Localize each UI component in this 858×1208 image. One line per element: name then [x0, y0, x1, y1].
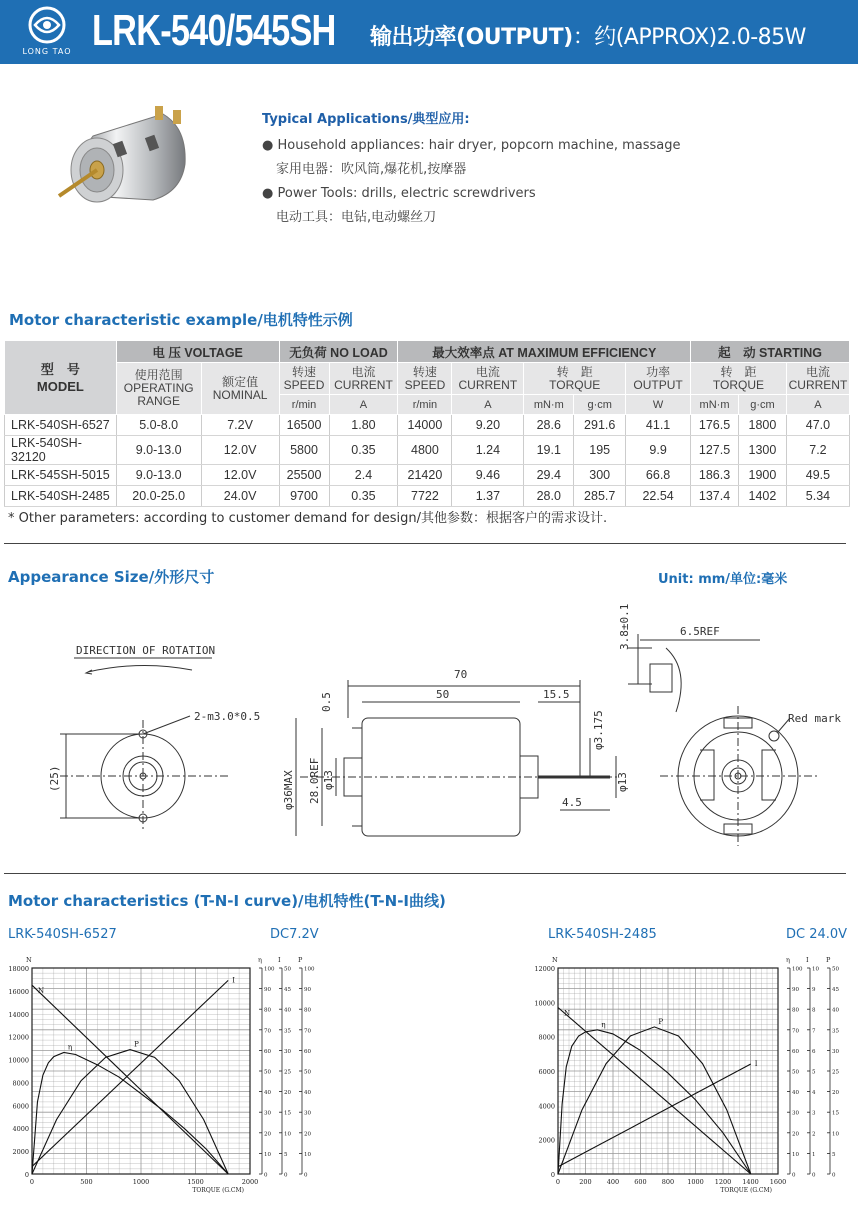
- maxeff-header: 最大效率点 AT MAXIMUM EFFICIENCY: [398, 341, 691, 363]
- appearance-title: Appearance Size/外形尺寸: [8, 568, 215, 586]
- x-tick-label: 400: [606, 1178, 620, 1186]
- tni-chart-2485: [520, 952, 856, 1202]
- value-cell: 2.4: [329, 465, 398, 486]
- d13a-label: φ13: [322, 770, 335, 790]
- d13b-label: φ13: [616, 772, 629, 792]
- right-tick-label: 10: [812, 966, 819, 973]
- series-label: η: [67, 1043, 73, 1052]
- application-cn: 电动工具：电钻,电动螺丝刀: [276, 210, 437, 225]
- right-tick-label: 5: [284, 1151, 288, 1158]
- value-cell: 28.0: [524, 486, 574, 507]
- unit-cell: A: [786, 395, 849, 415]
- value-cell: 300: [574, 465, 626, 486]
- end-view-left: [60, 658, 230, 832]
- unit-cell: r/min: [398, 395, 452, 415]
- value-cell: 4800: [398, 436, 452, 465]
- dimension-drawing: [0, 600, 858, 855]
- value-cell: 186.3: [691, 465, 739, 486]
- right-tick-label: 40: [304, 1090, 311, 1097]
- torque-header: [691, 363, 787, 395]
- right-tick-label: 30: [304, 1110, 311, 1117]
- end-view-right: [660, 706, 818, 846]
- value-cell: 7722: [398, 486, 452, 507]
- model-header-en: MODEL: [36, 378, 84, 394]
- right-tick-label: 45: [284, 987, 291, 994]
- right-tick-label: 50: [264, 1069, 271, 1076]
- series-label: N: [564, 1009, 571, 1018]
- unit-cell: r/min: [279, 395, 329, 415]
- right-tick-label: 70: [264, 1028, 271, 1035]
- right-tick-label: 50: [284, 966, 291, 973]
- unit-cell: W: [626, 395, 691, 415]
- y-tick-label: 4000: [538, 1102, 555, 1111]
- application-en: Power Tools: drills, electric screwdrivers: [277, 186, 536, 201]
- d36-label: φ36MAX: [282, 770, 295, 810]
- value-cell: 285.7: [574, 486, 626, 507]
- value-cell: 9700: [279, 486, 329, 507]
- right-tick-label: 40: [284, 1007, 291, 1014]
- current-en: CURRENT: [334, 377, 393, 392]
- value-cell: 22.54: [626, 486, 691, 507]
- y-tick-label: 8000: [12, 1079, 29, 1088]
- output-en: OUTPUT: [633, 377, 683, 392]
- x-tick-label: 2000: [241, 1178, 259, 1186]
- value-cell: 20.0-25.0: [116, 486, 201, 507]
- right-tick-label: 8: [812, 1007, 816, 1014]
- divider: [4, 873, 846, 874]
- right-tick-label: 60: [792, 1048, 799, 1055]
- output-cn: 输出功率: [370, 25, 457, 50]
- value-cell: 16500: [279, 415, 329, 436]
- y-tick-label: 0: [550, 1171, 555, 1179]
- right-axis-label: η: [258, 956, 262, 964]
- x-tick-label: 800: [661, 1178, 675, 1186]
- current-en: CURRENT: [458, 377, 518, 392]
- x-tick-label: 600: [634, 1178, 647, 1186]
- x-tick-label: 500: [80, 1178, 93, 1186]
- right-tick-label: 30: [832, 1048, 839, 1055]
- right-axis-label: η: [786, 956, 790, 964]
- right-tick-label: 25: [284, 1069, 291, 1076]
- series-label: I: [754, 1059, 758, 1068]
- value-cell: 5.34: [786, 486, 849, 507]
- current-cn: 电流: [805, 364, 830, 379]
- y-tick-label: 10000: [8, 1056, 29, 1065]
- value-cell: 291.6: [574, 415, 626, 436]
- unit-cell: g·cm: [738, 395, 786, 415]
- speed-cn: 转速: [292, 364, 317, 379]
- right-tick-label: 20: [264, 1131, 271, 1138]
- op-range-cn: 使用范围: [134, 368, 183, 382]
- op-range-en2: RANGE: [137, 394, 181, 408]
- torque-cn: 转 距: [720, 364, 757, 379]
- y-tick-label: 2000: [538, 1136, 555, 1145]
- value-cell: 12.0V: [201, 436, 279, 465]
- series-label: P: [658, 1017, 664, 1026]
- right-tick-label: 5: [832, 1151, 836, 1158]
- value-cell: 176.5: [691, 415, 739, 436]
- right-tick-label: 20: [832, 1090, 839, 1097]
- current-header: [786, 363, 849, 395]
- right-tick-label: 60: [264, 1048, 271, 1055]
- right-tick-label: 50: [304, 1069, 311, 1076]
- value-cell: 1900: [738, 465, 786, 486]
- value-cell: 49.5: [786, 465, 849, 486]
- current-cn: 电流: [351, 364, 376, 379]
- applications-title: Typical Applications/典型应用:: [262, 112, 470, 127]
- current-header: [329, 363, 398, 395]
- current-header: [452, 363, 524, 395]
- right-tick-label: 1: [812, 1151, 816, 1158]
- right-tick-label: 100: [792, 966, 803, 973]
- right-tick-label: 10: [792, 1151, 799, 1158]
- series-I-line: [558, 1064, 751, 1167]
- right-tick-label: 45: [832, 987, 839, 994]
- right-tick-label: 0: [264, 1172, 268, 1179]
- right-tick-label: 35: [284, 1028, 291, 1035]
- right-tick-label: 40: [264, 1090, 271, 1097]
- x-axis-label: TORQUE (G.CM): [720, 1187, 772, 1194]
- curve2-voltage: DC 24.0V: [786, 927, 848, 942]
- curve1-voltage: DC7.2V: [270, 927, 319, 942]
- unit-cell: mN·m: [691, 395, 739, 415]
- value-cell: 127.5: [691, 436, 739, 465]
- right-tick-label: 40: [832, 1007, 839, 1014]
- right-tick-label: 0: [792, 1172, 796, 1179]
- right-tick-label: 10: [284, 1131, 291, 1138]
- value-cell: 7.2: [786, 436, 849, 465]
- right-tick-label: 50: [792, 1069, 799, 1076]
- nominal-en: NOMINAL: [212, 387, 268, 402]
- right-tick-label: 35: [832, 1028, 839, 1035]
- right-tick-label: 3: [812, 1110, 816, 1117]
- d25-label: (25): [48, 765, 61, 792]
- nominal-header: [201, 363, 279, 415]
- right-tick-label: 0: [832, 1172, 836, 1179]
- value-cell: 66.8: [626, 465, 691, 486]
- right-tick-label: 20: [304, 1131, 311, 1138]
- right-tick-label: 80: [792, 1007, 799, 1014]
- terminal-detail: [628, 634, 760, 712]
- series-label: η: [601, 1020, 606, 1029]
- spec-table-body: [5, 415, 850, 507]
- table-row: [5, 465, 850, 486]
- right-tick-label: 20: [792, 1131, 799, 1138]
- x-tick-label: 1400: [742, 1178, 759, 1186]
- right-tick-label: 10: [264, 1151, 271, 1158]
- right-tick-label: 50: [832, 966, 839, 973]
- value-cell: 41.1: [626, 415, 691, 436]
- x-tick-label: 1500: [187, 1178, 204, 1186]
- value-cell: 0.35: [329, 486, 398, 507]
- holes-label: 2-m3.0*0.5: [194, 710, 261, 723]
- application-item: ● Power Tools: drills, electric screwdrivers: [262, 186, 536, 201]
- value-cell: 25500: [279, 465, 329, 486]
- value-cell: 9.20: [452, 415, 524, 436]
- value-cell: 9.46: [452, 465, 524, 486]
- right-tick-label: 4: [812, 1090, 816, 1097]
- speed-cn: 转速: [412, 364, 437, 379]
- model-cell: LRK-545SH-5015: [5, 465, 117, 486]
- unit-cell: A: [329, 395, 398, 415]
- y-tick-label: 4000: [12, 1125, 29, 1134]
- series-label: N: [38, 987, 45, 996]
- value-cell: 47.0: [786, 415, 849, 436]
- y-tick-label: 12000: [534, 965, 555, 973]
- value-cell: 5.0-8.0: [116, 415, 201, 436]
- model-title: LRK-540/545SH: [92, 6, 336, 55]
- value-cell: 21420: [398, 465, 452, 486]
- right-tick-label: 40: [792, 1090, 799, 1097]
- y-tick-label: 6000: [538, 1068, 555, 1076]
- d3175-label: φ3.175: [592, 710, 605, 750]
- value-cell: 29.4: [524, 465, 574, 486]
- divider: [4, 543, 846, 544]
- right-tick-label: 100: [304, 966, 315, 973]
- right-tick-label: 70: [792, 1028, 799, 1035]
- right-axis-label: P: [826, 956, 831, 964]
- value-cell: 1300: [738, 436, 786, 465]
- right-tick-label: 6: [812, 1048, 816, 1055]
- right-tick-label: 20: [284, 1090, 291, 1097]
- y-tick-label: 0: [24, 1171, 29, 1179]
- y-tick-label: 10000: [534, 999, 555, 1008]
- value-cell: 195: [574, 436, 626, 465]
- right-tick-label: 80: [304, 1007, 311, 1014]
- right-tick-label: 15: [832, 1110, 839, 1117]
- series-label: P: [134, 1040, 139, 1049]
- right-axis-label: P: [298, 956, 303, 964]
- rotation-label: DIRECTION OF ROTATION: [76, 644, 216, 657]
- d05-label: 0.5: [320, 692, 333, 712]
- torque-header: [524, 363, 626, 395]
- curve2-model: LRK-540SH-2485: [548, 927, 657, 942]
- value-cell: 28.6: [524, 415, 574, 436]
- value-cell: 1.24: [452, 436, 524, 465]
- tni-chart-6527: [0, 952, 330, 1202]
- value-cell: 12.0V: [201, 465, 279, 486]
- model-header-cn: 型 号: [40, 361, 80, 377]
- right-tick-label: 0: [812, 1172, 816, 1179]
- right-axis-label: I: [278, 956, 281, 964]
- value-cell: 14000: [398, 415, 452, 436]
- value-cell: 1.80: [329, 415, 398, 436]
- red-mark-label: Red mark: [788, 712, 841, 725]
- x-tick-label: 1600: [769, 1178, 787, 1186]
- right-tick-label: 10: [304, 1151, 311, 1158]
- brand-name: LONG TAO: [22, 47, 72, 56]
- value-cell: 9.0-13.0: [116, 436, 201, 465]
- speed-en: SPEED: [404, 377, 446, 392]
- brand-logo: [12, 5, 82, 61]
- value-cell: 9.9: [626, 436, 691, 465]
- unit-cell: mN·m: [524, 395, 574, 415]
- nominal-cn: 额定值: [222, 374, 259, 389]
- value-cell: 137.4: [691, 486, 739, 507]
- right-tick-label: 70: [304, 1028, 311, 1035]
- header-banner: [0, 0, 858, 64]
- torque-cn: 转 距: [556, 364, 593, 379]
- torque-en: TORQUE: [712, 377, 765, 392]
- right-tick-label: 7: [812, 1028, 816, 1035]
- unit-cell: A: [452, 395, 524, 415]
- output-range: ：约(APPROX)2.0-85W: [572, 25, 806, 50]
- right-tick-label: 25: [832, 1069, 839, 1076]
- logo-icon: [25, 5, 69, 45]
- right-tick-label: 9: [812, 987, 816, 994]
- right-tick-label: 30: [792, 1110, 799, 1117]
- unit-cell: g·cm: [574, 395, 626, 415]
- right-tick-label: 5: [812, 1069, 816, 1076]
- y-tick-label: 14000: [8, 1010, 29, 1019]
- value-cell: 7.2V: [201, 415, 279, 436]
- starting-header: 起 动 STARTING: [691, 341, 850, 363]
- y-tick-label: 8000: [538, 1033, 555, 1042]
- torque-en: TORQUE: [549, 377, 601, 392]
- table-row: [5, 436, 850, 465]
- speed-header: [279, 363, 329, 395]
- series-label: I: [232, 976, 235, 985]
- right-tick-label: 90: [304, 987, 311, 994]
- value-cell: 5800: [279, 436, 329, 465]
- op-range-header: [116, 363, 201, 415]
- series-N-line: [558, 1007, 751, 1174]
- model-cell: LRK-540SH-6527: [5, 415, 117, 436]
- application-cn: 家用电器：吹风筒,爆花机,按摩器: [276, 162, 467, 177]
- right-tick-label: 60: [304, 1048, 311, 1055]
- unit-label: Unit: mm/单位:毫米: [658, 572, 788, 587]
- model-header: [5, 341, 117, 415]
- x-axis-label: TORQUE (G.CM): [192, 1187, 244, 1194]
- value-cell: 24.0V: [201, 486, 279, 507]
- current-en: CURRENT: [788, 377, 848, 392]
- right-tick-label: 30: [264, 1110, 271, 1117]
- output-en: (OUTPUT): [456, 25, 573, 50]
- y-tick-label: 6000: [12, 1102, 29, 1111]
- y-tick-label: 2000: [12, 1148, 29, 1157]
- right-tick-label: 2: [812, 1131, 816, 1138]
- value-cell: 0.35: [329, 436, 398, 465]
- right-tick-label: 30: [284, 1048, 291, 1055]
- len155-label: 15.5: [543, 688, 570, 701]
- value-cell: 1800: [738, 415, 786, 436]
- d45-label: 4.5: [562, 796, 582, 809]
- d38-label: 3.8±0.1: [618, 603, 631, 650]
- x-tick-label: 1000: [132, 1178, 150, 1186]
- d28-label: 28.0REF: [308, 757, 321, 804]
- right-axis-label: I: [806, 956, 809, 964]
- right-tick-label: 0: [284, 1172, 288, 1179]
- output-cn: 功率: [646, 364, 671, 379]
- application-item: ● Household appliances: hair dryer, popcorn machine, massage: [262, 138, 681, 153]
- value-cell: 19.1: [524, 436, 574, 465]
- curve1-model: LRK-540SH-6527: [8, 927, 117, 942]
- y-tick-label: 16000: [8, 987, 29, 996]
- y-axis-label: N: [26, 956, 32, 964]
- op-range-en1: OPERATING: [123, 381, 194, 395]
- len70-label: 70: [454, 668, 468, 681]
- application-en: Household appliances: hair dryer, popcorn machine, massage: [277, 138, 681, 153]
- right-tick-label: 90: [264, 987, 271, 994]
- right-tick-label: 10: [832, 1131, 839, 1138]
- speed-header: [398, 363, 452, 395]
- characteristic-title: Motor characteristic example/电机特性示例: [9, 311, 353, 329]
- x-tick-label: 0: [29, 1178, 35, 1186]
- ref65-label: 6.5REF: [680, 625, 720, 638]
- spec-table: [4, 340, 850, 507]
- typical-applications: [262, 108, 681, 230]
- side-view: [296, 680, 620, 836]
- output-power: [370, 20, 806, 51]
- y-tick-label: 18000: [8, 965, 29, 973]
- curves-title: Motor characteristics (T-N-I curve)/电机特性(T-N-I曲线): [8, 892, 446, 910]
- right-tick-label: 80: [264, 1007, 271, 1014]
- right-tick-label: 100: [264, 966, 275, 973]
- output-header: [626, 363, 691, 395]
- model-cell: LRK-540SH-2485: [5, 486, 117, 507]
- table-row: [5, 486, 850, 507]
- x-tick-label: 0: [555, 1178, 561, 1186]
- table-note: * Other parameters: according to customer demand for design/其他参数：根据客户的需求设计.: [8, 511, 608, 526]
- model-cell: LRK-540SH-32120: [5, 436, 117, 465]
- x-tick-label: 1200: [714, 1178, 732, 1186]
- value-cell: 1402: [738, 486, 786, 507]
- right-tick-label: 0: [304, 1172, 308, 1179]
- speed-en: SPEED: [283, 377, 325, 392]
- value-cell: 9.0-13.0: [116, 465, 201, 486]
- motor-photo: [55, 96, 195, 221]
- x-tick-label: 200: [579, 1178, 592, 1186]
- y-axis-label: N: [552, 956, 558, 964]
- right-tick-label: 90: [792, 987, 799, 994]
- voltage-header: 电 压 VOLTAGE: [116, 341, 279, 363]
- len50-label: 50: [436, 688, 450, 701]
- value-cell: 1.37: [452, 486, 524, 507]
- y-tick-label: 12000: [8, 1033, 29, 1042]
- table-row: [5, 415, 850, 436]
- current-cn: 电流: [475, 364, 500, 379]
- noload-header: 无负荷 NO LOAD: [279, 341, 398, 363]
- x-tick-label: 1000: [687, 1178, 704, 1186]
- right-tick-label: 15: [284, 1110, 291, 1117]
